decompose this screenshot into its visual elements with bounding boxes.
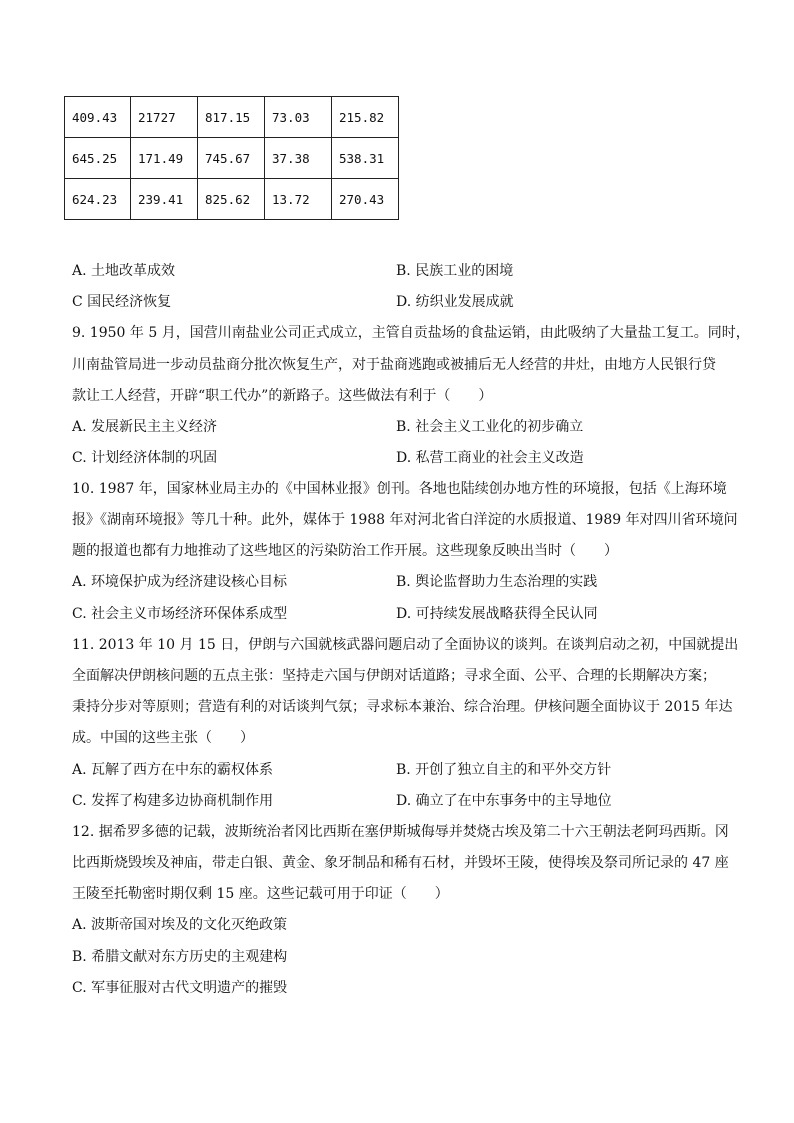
table-row <box>65 179 399 220</box>
q8-option-c: C 国民经济恢复 <box>72 294 172 310</box>
table-row <box>65 97 399 138</box>
table-cell: 37.38 <box>265 138 332 179</box>
q10-option-a: A. 环境保护成为经济建设核心目标 <box>72 574 288 590</box>
q9-option-b: B. 社会主义工业化的初步确立 <box>396 419 584 435</box>
q12-stem-line-1: 12. 据希罗多德的记载，波斯统治者冈比西斯在塞伊斯城侮辱并焚烧古埃及第二十六王朝法老阿玛西斯。冈 <box>72 824 729 840</box>
q9-stem-line-3: 款让工人经营，开辟“职工代办”的新路子。这些做法有利于（ ） <box>72 388 493 404</box>
q12-stem-line-3: 王陵至托勒密时期仅剩 15 座。这些记载可用于印证（ ） <box>72 886 449 902</box>
q10-option-b: B. 舆论监督助力生态治理的实践 <box>396 574 598 590</box>
q8-option-b: B. 民族工业的困境 <box>396 263 514 279</box>
q10-stem-line-3: 题的报道也都有力地推动了这些地区的污染防治工作开展。这些现象反映出当时（ ） <box>72 543 618 559</box>
q11-option-a: A. 瓦解了西方在中东的霸权体系 <box>72 762 274 778</box>
table-cell: 645.25 <box>65 138 131 179</box>
table-cell: 13.72 <box>265 179 332 220</box>
q12-option-b: B. 希腊文献对东方历史的主观建构 <box>72 949 288 965</box>
table-cell: 171.49 <box>131 138 198 179</box>
q8-option-a: A. 土地改革成效 <box>72 263 176 279</box>
q9-stem-line-1: 9. 1950 年 5 月，国营川南盐业公司正式成立，主管自贡盐场的食盐运销，由此吸纳了大量盐工复工。同时， <box>72 325 750 341</box>
data-table <box>64 96 399 220</box>
q11-stem-line-4: 成。中国的这些主张（ ） <box>72 730 254 746</box>
q9-option-a: A. 发展新民主主义经济 <box>72 419 218 435</box>
q11-option-c: C. 发挥了构建多边协商机制作用 <box>72 793 274 809</box>
q9-stem-line-2: 川南盐管局进一步动员盐商分批次恢复生产，对于盐商逃跑或被捕后无人经营的井灶，由地方人民银行贷 <box>72 357 716 373</box>
q11-option-b: B. 开创了独立自主的和平外交方针 <box>396 762 612 778</box>
table-cell: 624.23 <box>65 179 131 220</box>
q12-option-a: A. 波斯帝国对埃及的文化灭绝政策 <box>72 917 288 933</box>
table-cell: 270.43 <box>332 179 399 220</box>
q11-option-d: D. 确立了在中东事务中的主导地位 <box>396 793 612 809</box>
q10-option-d: D. 可持续发展战略获得全民认同 <box>396 606 598 622</box>
table-row <box>65 138 399 179</box>
table-cell: 817.15 <box>198 97 265 138</box>
table-cell: 745.67 <box>198 138 265 179</box>
q9-option-d: D. 私营工商业的社会主义改造 <box>396 450 584 466</box>
table-cell: 21727 <box>131 97 198 138</box>
q11-stem-line-1: 11. 2013 年 10 月 15 日，伊朗与六国就核武器问题启动了全面协议的谈判。在谈判启动之初，中国就提出 <box>72 637 739 653</box>
q8-option-d: D. 纺织业发展成就 <box>396 294 514 310</box>
table-cell: 239.41 <box>131 179 198 220</box>
table-cell: 409.43 <box>65 97 131 138</box>
q9-option-c: C. 计划经济体制的巩固 <box>72 450 218 466</box>
q12-stem-line-2: 比西斯烧毁埃及神庙，带走白银、黄金、象牙制品和稀有石材，并毁坏王陵，使得埃及祭司所记录的 47 座 <box>72 855 729 871</box>
q11-stem-line-2: 全面解决伊朗核问题的五点主张：坚持走六国与伊朗对话道路；寻求全面、公平、合理的长期解决方案； <box>72 668 716 684</box>
table-cell: 825.62 <box>198 179 265 220</box>
table-cell: 215.82 <box>332 97 399 138</box>
q12-option-c: C. 军事征服对古代文明遗产的摧毁 <box>72 980 288 996</box>
table-cell: 73.03 <box>265 97 332 138</box>
q10-option-c: C. 社会主义市场经济环保体系成型 <box>72 606 288 622</box>
q11-stem-line-3: 秉持分步对等原则；营造有利的对话谈判气氛；寻求标本兼治、综合治理。伊核问题全面协议于 2015 年达 <box>72 699 733 715</box>
q10-stem-line-2: 报》《湖南环境报》等几十种。此外，媒体于 1988 年对河北省白洋淀的水质报道、1989 年对四川省环境问 <box>72 512 738 528</box>
q10-stem-line-1: 10. 1987 年，国家林业局主办的《中国林业报》创刊。各地也陆续创办地方性的环境报，包括《上海环境 <box>72 481 727 497</box>
table-cell: 538.31 <box>332 138 399 179</box>
